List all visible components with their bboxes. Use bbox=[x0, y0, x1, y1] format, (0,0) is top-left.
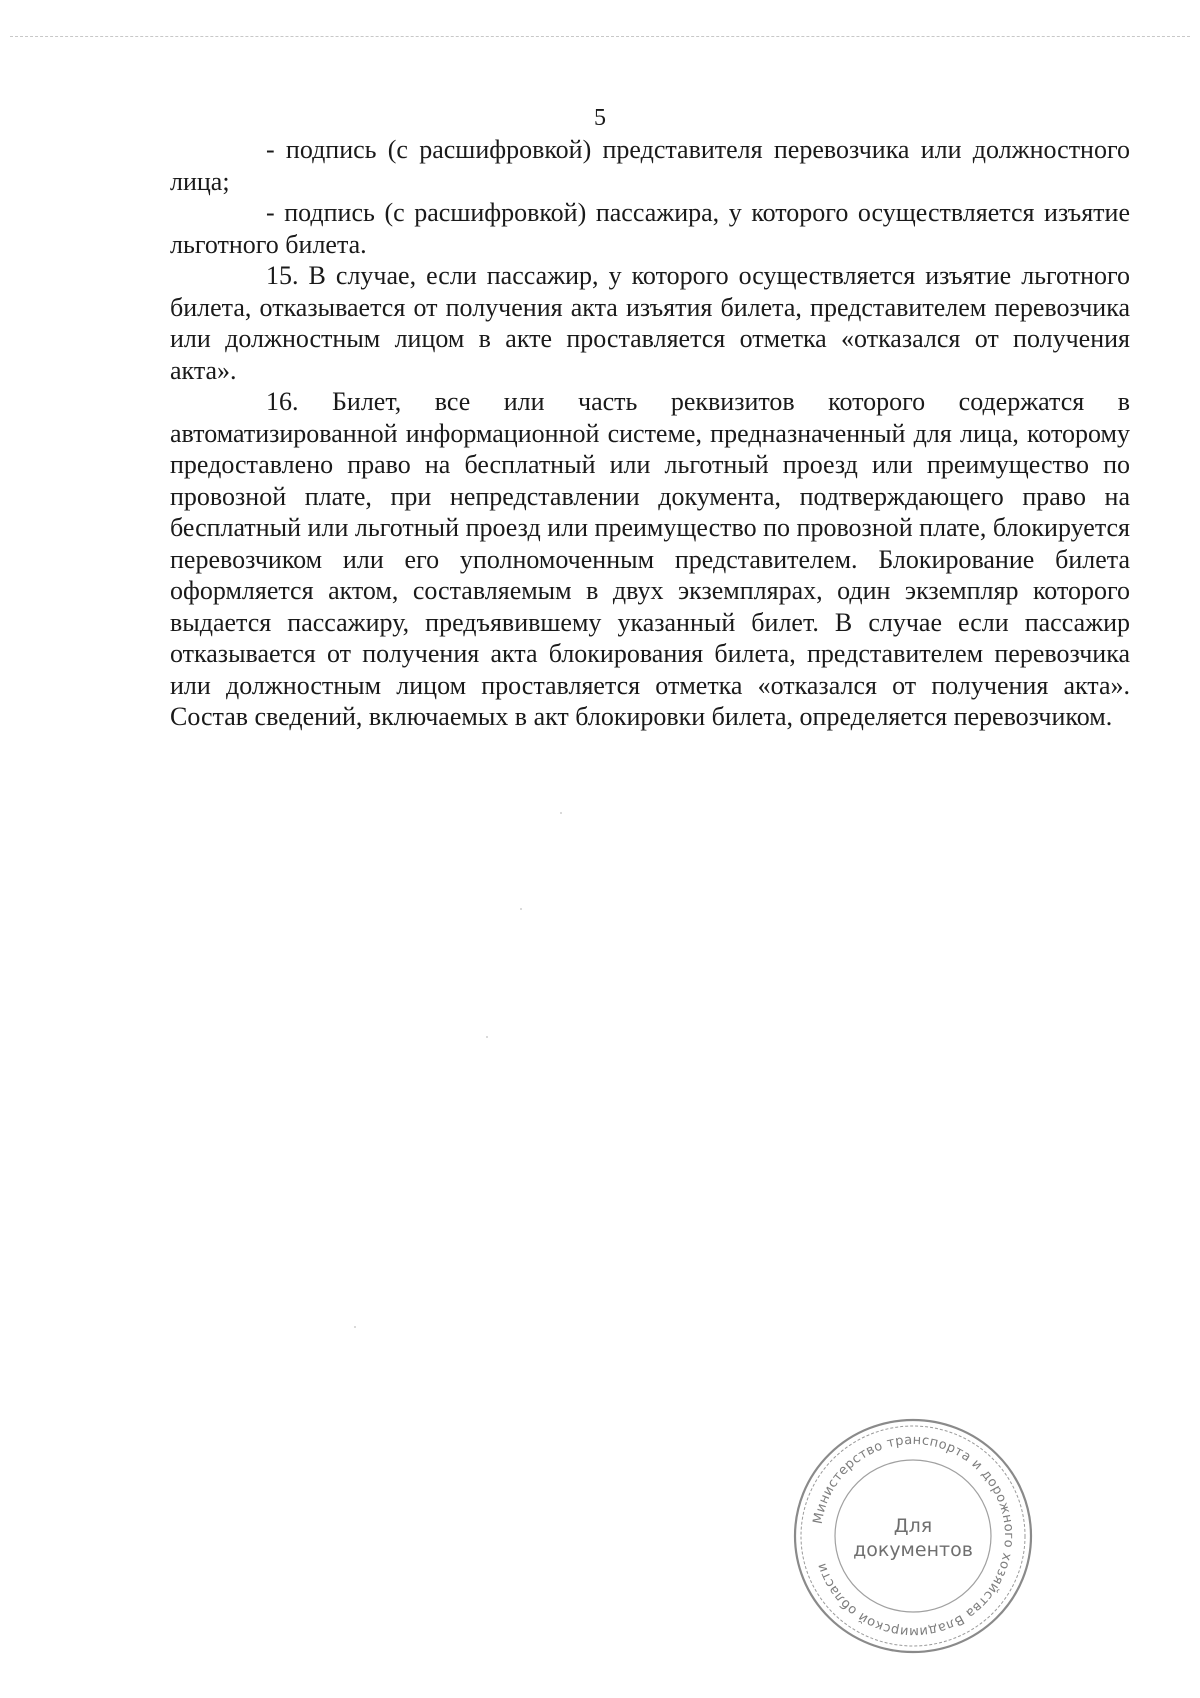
scan-top-edge bbox=[10, 36, 1190, 37]
paragraph-signature-passenger: - подпись (с расшифровкой) пассажира, у которого осуществляется изъятие льготного билета. bbox=[170, 198, 1130, 259]
round-seal-stamp bbox=[792, 1416, 1034, 1656]
seal-center-text-line1: Для bbox=[893, 1515, 933, 1537]
page-number: 5 bbox=[594, 105, 606, 131]
paragraph-15-refusal: 15. В случае, если пассажир, у которого осуществляется изъятие льготного билета, отказывается от получения акта изъятия билета, представителем перевозчика или должностным лицом в акте проставляется отметка «отказался от получения акта». bbox=[170, 261, 1130, 385]
scan-speck bbox=[520, 908, 522, 910]
seal-center-text-line2: документов bbox=[853, 1539, 973, 1561]
document-body bbox=[170, 134, 1130, 733]
scan-speck bbox=[560, 812, 562, 814]
paragraph-16-ticket-blocking: 16. Билет, все или часть реквизитов которого содержатся в автоматизированной информационной системе, предназначенный для лица, которому предоставлено право на бесплатный или льготный проезд или преимущество по провозной плате, при непредставлении документа, подтверждающего право на бесплатный или льготный проезд или преимущество по провозной плате, блокируется перевозчиком или его уполномоченным представителем. Блокирование билета оформляется актом, составляемым в двух экземплярах, один экземпляр которого выдается пассажиру, предъявившему указанный билет. В случае если пассажир отказывается от получения акта блокирования билета, представителем перевозчика или должностным лицом проставляется отметка «отказался от получения акта». Состав сведений, включаемых в акт блокировки билета, определяется перевозчиком. bbox=[170, 387, 1130, 731]
scan-speck bbox=[354, 1326, 356, 1328]
paragraph-signature-carrier: - подпись (с расшифровкой) представителя перевозчика или должностного лица; bbox=[170, 135, 1130, 196]
seal-graphic bbox=[792, 1416, 1034, 1656]
scan-speck bbox=[486, 1036, 488, 1038]
seal-ring-text: Министерство транспорта и дорожного хозяйства Владимирской области bbox=[810, 1432, 1017, 1640]
